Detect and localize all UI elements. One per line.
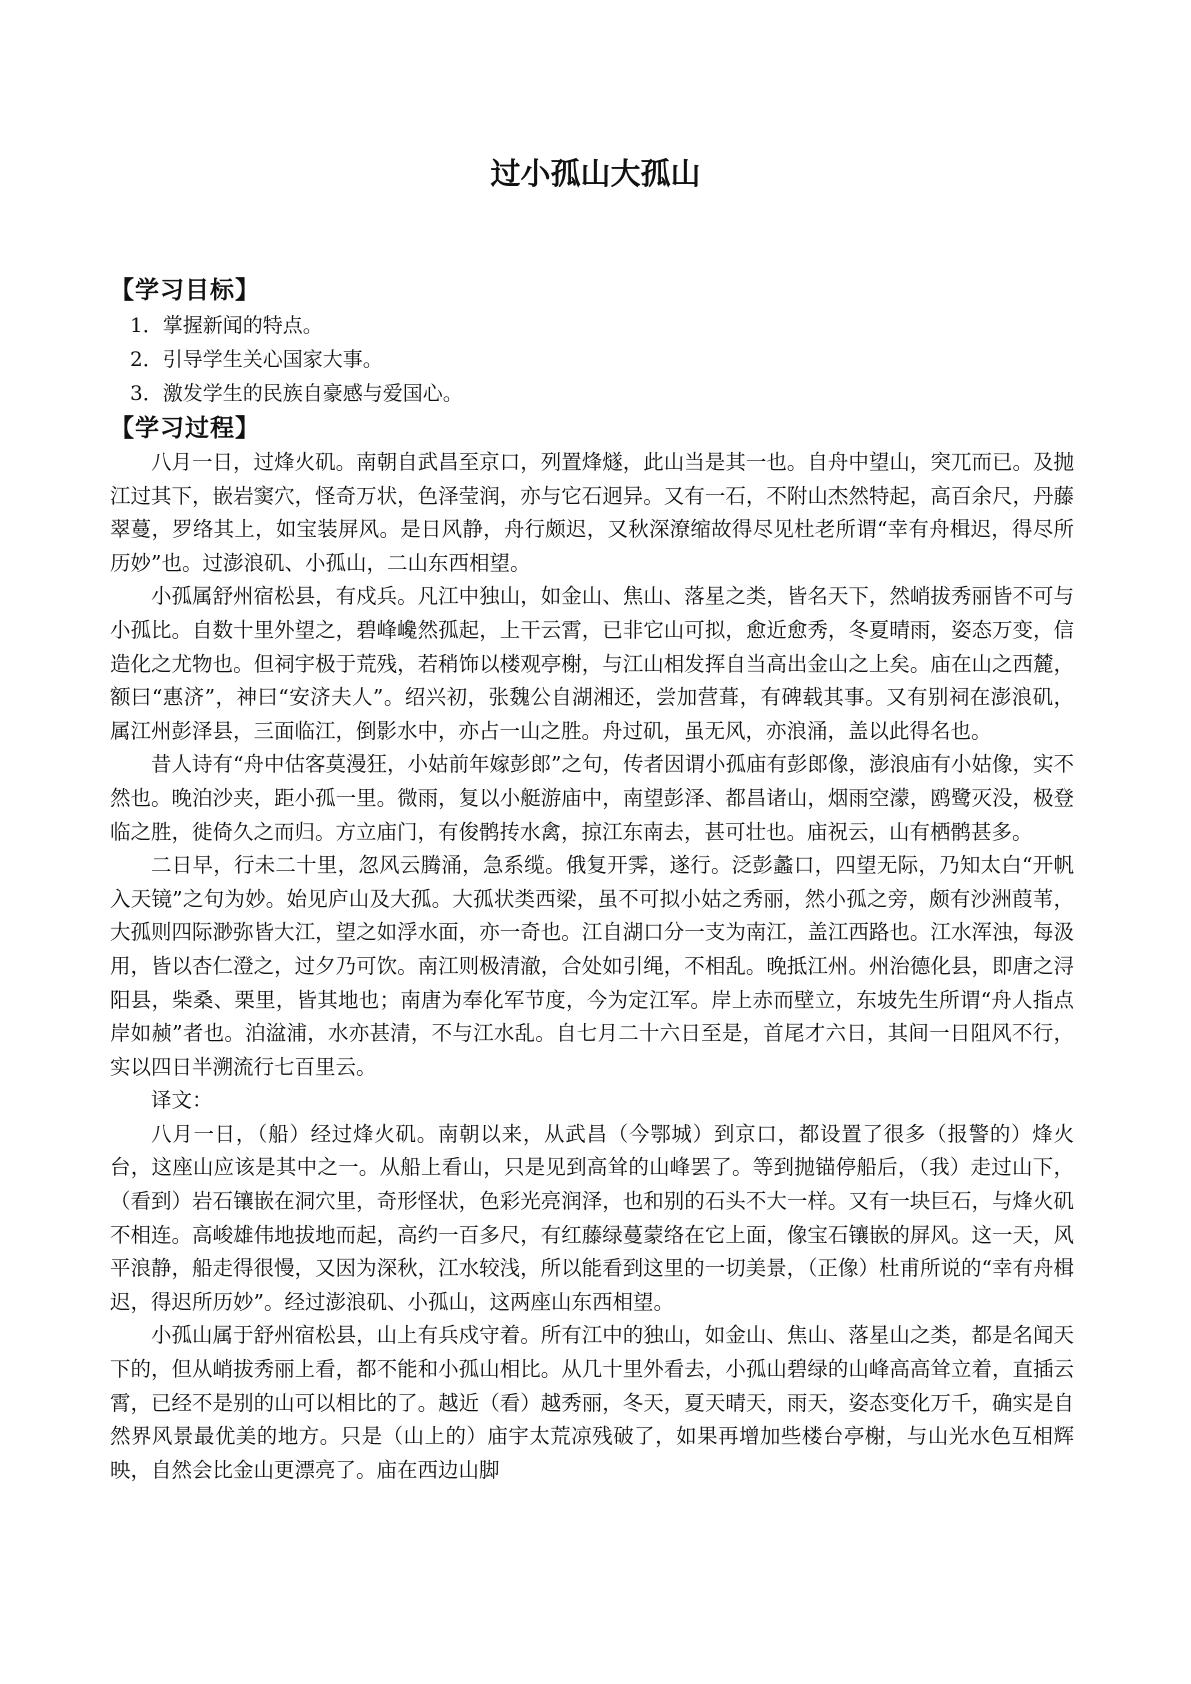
- goal-item: 2．引导学生关心国家大事。: [130, 347, 383, 371]
- learning-process-heading: 【学习过程】: [110, 414, 260, 442]
- translation-label: 译文：: [151, 1088, 213, 1113]
- original-paragraph: 八月一日，过烽火矶。南朝自武昌至京口，列置烽燧，此山当是其一也。自舟中望山，突兀而已。及抛江过其下，嵌岩窦穴，怪奇万状，色泽莹润，亦与它石迥异。又有一石，不附山杰然特起，高百余尺，丹藤翠蔓，罗络其上，如宝装屏风。是日风静，舟行颇迟，又秋深潦缩故得尽见杜老所谓“幸有舟楫迟，得尽所历妙”也。过澎浪矶、小孤山，二山东西相望。: [110, 450, 1074, 575]
- original-paragraph: 二日早，行未二十里，忽风云腾涌，急系缆。俄复开霁，遂行。泛彭蠡口，四望无际，乃知太白“开帆入天镜”之句为妙。始见庐山及大孤。大孤状类西梁，虽不可拟小姑之秀丽，然小孤之旁，颇有沙洲葭苇，大孤则四际渺弥皆大江，望之如浮水面，亦一奇也。江自湖口分一支为南江，盖江西路也。江水浑浊，每汲用，皆以杏仁澄之，过夕乃可饮。南江则极清澈，合处如引绳，不相乱。晚抵江州。州治德化县，即唐之浔阳县，柴桑、栗里，皆其地也；南唐为奉化军节度，今为定江军。岸上赤而壁立，东坡先生所谓“舟人指点岸如赪”者也。泊湓浦，水亦甚清，不与江水乱。自七月二十六日至是，首尾才六日，其间一日阻风不行，实以四日半溯流行七百里云。: [110, 853, 1074, 1079]
- original-paragraph: 小孤属舒州宿松县，有戍兵。凡江中独山，如金山、焦山、落星之类，皆名天下，然峭拔秀丽皆不可与小孤比。自数十里外望之，碧峰巉然孤起，上干云霄，已非它山可拟，愈近愈秀，冬夏晴雨，姿态万变，信造化之尤物也。但祠宇极于荒残，若稍饰以楼观亭榭，与江山相发挥自当高出金山之上矣。庙在山之西麓，额曰“惠济”，神曰“安济夫人”。绍兴初，张魏公自湖湘还，尝加营葺，有碑载其事。又有别祠在澎浪矶，属江州彭泽县，三面临江，倒影水中，亦占一山之胜。舟过矶，虽无风，亦浪涌，盖以此得名也。: [110, 584, 1074, 743]
- goal-item: 1．掌握新闻的特点。: [130, 313, 323, 337]
- document-body: [110, 272, 1074, 1487]
- document-title: 过小孤山大孤山: [490, 157, 701, 192]
- translation-paragraph: 八月一日，（船）经过烽火矶。南朝以来，从武昌（今鄂城）到京口，都设置了很多（报警的）烽火台，这座山应该是其中之一。从船上看山，只是见到高耸的山峰罢了。等到抛锚停船后，（我）走过山下，（看到）岩石镶嵌在洞穴里，奇形怪状，色彩光亮润泽，也和别的石头不大一样。又有一块巨石，与烽火矶不相连。高峻雄伟地拔地而起，高约一百多尺，有红藤绿蔓蒙络在它上面，像宝石镶嵌的屏风。这一天，风平浪静，船走得很慢，又因为深秋，江水较浅，所以能看到这里的一切美景，（正像）杜甫所说的“幸有舟楫迟，得迟所历妙”。经过澎浪矶、小孤山，这两座山东西相望。: [110, 1121, 1074, 1314]
- original-paragraph: 昔人诗有“舟中估客莫漫狂，小姑前年嫁彭郎”之句，传者因谓小孤庙有彭郎像，澎浪庙有小姑像，实不然也。晚泊沙夹，距小孤一里。微雨，复以小艇游庙中，南望彭泽、都昌诸山，烟雨空濛，鸥鹭灭没，极登临之胜，徙倚久之而归。方立庙门，有俊鹘抟水禽，掠江东南去，甚可壮也。庙祝云，山有栖鹘甚多。: [110, 752, 1074, 844]
- translation-paragraph: 小孤山属于舒州宿松县，山上有兵戍守着。所有江中的独山，如金山、焦山、落星山之类，都是名闻天下的，但从峭拔秀丽上看，都不能和小孤山相比。从几十里外看去，小孤山碧绿的山峰高高耸立着，直插云霄，已经不是别的山可以相比的了。越近（看）越秀丽，冬天，夏天晴天，雨天，姿态变化万千，确实是自然界风景最优美的地方。只是（山上的）庙宇太荒凉残破了，如果再增加些楼台亭榭，与山光水色互相辉映，自然会比金山更漂亮了。庙在西边山脚: [110, 1323, 1074, 1482]
- goal-item: 3．激发学生的民族自豪感与爱国心。: [130, 381, 463, 405]
- learning-goals-heading: 【学习目标】: [110, 276, 260, 304]
